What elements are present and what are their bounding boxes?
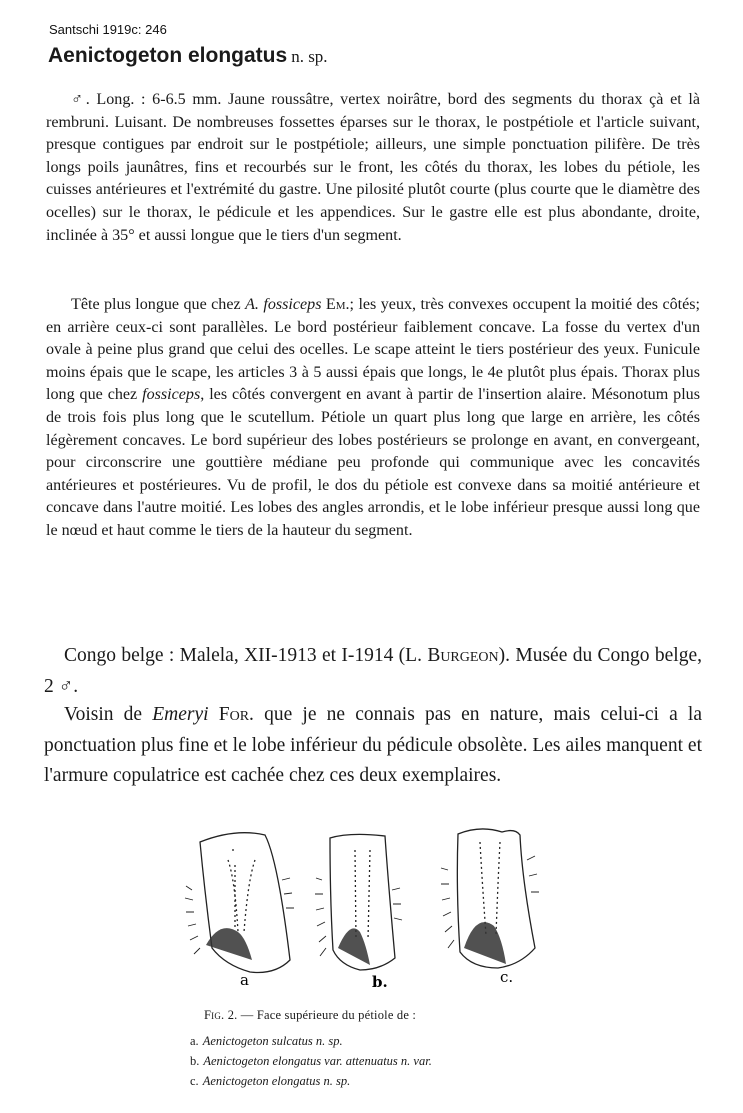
comparison-paragraph: [44, 700, 702, 792]
collector-name: Burgeon: [427, 645, 499, 666]
locality-paragraph: [44, 641, 702, 702]
legend-item-c: [190, 1072, 350, 1091]
figure-caption: [204, 1008, 416, 1023]
legend-item-b: [190, 1052, 432, 1071]
p2-author: Em.: [321, 296, 350, 313]
species-title: [48, 44, 328, 68]
legend-text: Aenictogeton elongatus var. attenuatus n. var.: [203, 1054, 432, 1068]
legend-key: c.: [190, 1074, 199, 1088]
p2-text-d: ; les yeux, très convexes occupent la moitié des côtés; en arrière ceux-ci sont parallèles. Le bord postérieur faiblement concave. La fosse du vertex d'un ovale à peine plus grand que celui des ocelles. Le scape atteint le tiers postérieur des yeux. Funicule moins épais que le scape, les articles 3 à 5 aussi épais que longs, le 4e plutôt plus épais. Thorax plus long que chez: [46, 296, 700, 404]
p2-species-ref: A. fossiceps: [245, 296, 322, 313]
description-paragraph-head-thorax: [46, 294, 700, 543]
panel-label-c: c.: [500, 968, 514, 986]
p4-text-a: Voisin de: [64, 704, 153, 725]
p3-text-c: ). Musée du Congo belge, 2 ♂.: [44, 645, 702, 697]
legend-text: Aenictogeton sulcatus n. sp.: [202, 1034, 343, 1048]
legend-key: b.: [190, 1054, 200, 1068]
figure-number: Fig. 2.: [204, 1008, 238, 1022]
figure-caption-text: — Face supérieure du pétiole de :: [237, 1008, 417, 1022]
p4-author: For.: [208, 704, 254, 725]
legend-item-a: [190, 1032, 343, 1051]
legend-key: a.: [190, 1034, 199, 1048]
legend-text: Aenictogeton elongatus n. sp.: [202, 1074, 351, 1088]
petiole-drawing-c: [441, 829, 539, 968]
p3-text-a: Congo belge : Malela, XII-1913 et I-1914 (L.: [64, 645, 428, 666]
petiole-drawing-a: [185, 833, 294, 973]
panel-label-b: b.: [372, 973, 388, 991]
panel-label-a: a: [240, 971, 249, 989]
citation-header: Santschi 1919c: 246: [49, 22, 167, 37]
p2-text-a: Tête plus longue que chez: [71, 296, 246, 313]
petiole-drawing-b: [315, 834, 402, 970]
p4-text-d: que je ne connais pas en nature, mais celui-ci a la ponctuation plus fine et le lobe inférieur du pédicule obsolète. Les ailes manquent et l'armure copulatrice est cachée chez ces deux exemplaires.: [44, 704, 702, 786]
petiole-figure: [180, 820, 570, 995]
p2-text-f: , les côtés convergent en avant à partir de l'insertion alaire. Mésonotum plus de trois fois plus long que le scutellum. Pétiole un quart plus long que large en arrière, les côtés légèrement concaves. Le bord supérieur des lobes postérieurs se prolonge en avant, en convergeant, pour circonscrire une gouttière médiane peu profonde qui communique avec les concavités antérieures et postérieures. Vu de profil, le dos du pétiole est convexe dans sa moitié antérieure et concave dans l'autre moitié. Les lobes des angles arrondis, et le lobe inférieur presque aussi long que le nœud et haut comme le tiers de la hauteur du segment.: [46, 386, 700, 539]
description-paragraph-male: ♂. Long. : 6-6.5 mm. Jaune roussâtre, vertex noirâtre, bord des segments du thorax çà et là rembruni. Luisant. De nombreuses fossettes éparses sur le thorax, le postpétiole et l'article suivant, presque contigues par endroit sur le postpétiole; ailleurs, une simple ponctuation pilifère. De très longs poils jaunâtres, fins et recourbés sur le front, les côtés du thorax, les lobes du pétiole, les cuisses antérieures et l'extrémité du gastre. Une pilosité plutôt courte (plus courte que le diamètre des ocelles) sur le thorax, le pédicule et les appendices. Sur le gastre elle est plus abondante, droite, inclinée à 35° et aussi longue que le tiers d'un segment.: [46, 91, 700, 244]
species-name: Aenictogeton elongatus: [48, 44, 288, 67]
p4-species-ref: Emeryi: [152, 704, 209, 725]
new-species-suffix: n. sp.: [291, 47, 328, 66]
p2-species-ref-2: fossiceps: [142, 386, 201, 404]
